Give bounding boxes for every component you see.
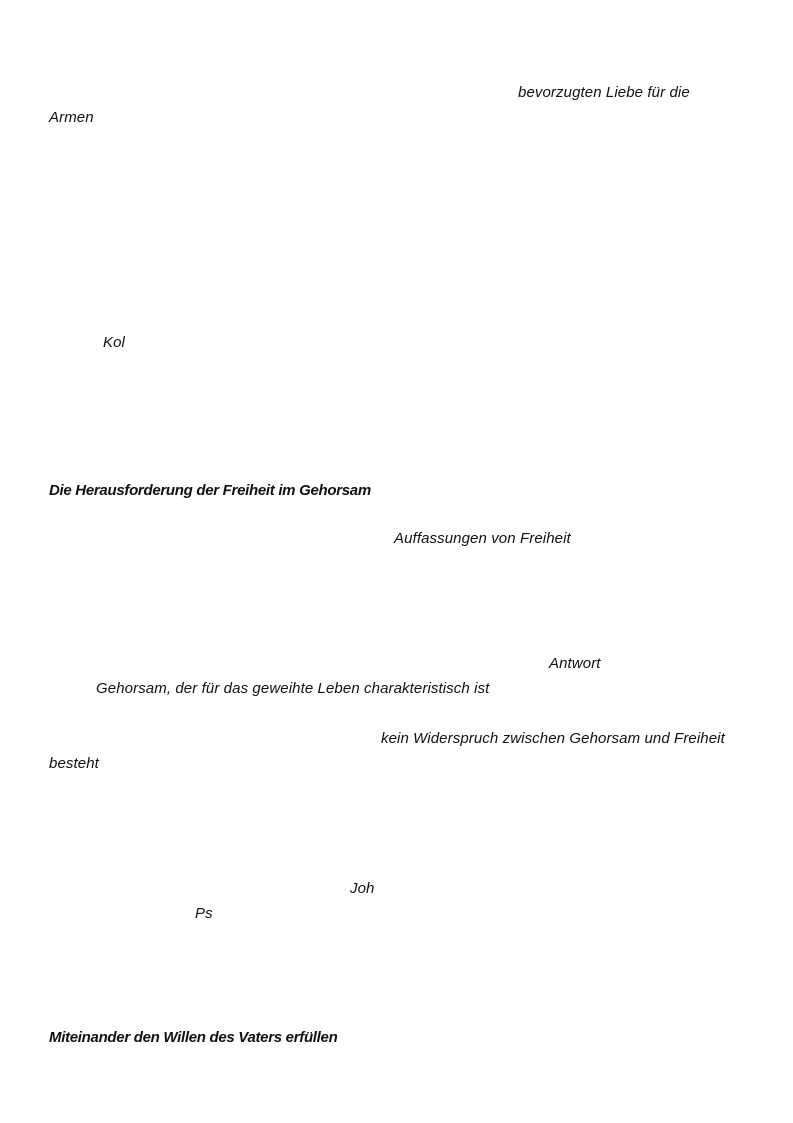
- text-fragment-ps: Ps: [195, 905, 213, 922]
- section-heading-freiheit-gehorsam: Die Herausforderung der Freiheit im Gehorsam: [49, 482, 371, 499]
- text-fragment-besteht: besteht: [49, 755, 99, 772]
- text-fragment-armen: Armen: [49, 109, 94, 126]
- text-fragment-antwort: Antwort: [549, 655, 601, 672]
- section-heading-willen-des-vaters: Miteinander den Willen des Vaters erfüllen: [49, 1029, 338, 1046]
- text-fragment-kein-widerspruch: kein Widerspruch zwischen Gehorsam und Freiheit: [381, 730, 725, 747]
- text-fragment-bevorzugten-liebe: bevorzugten Liebe für die: [518, 84, 690, 101]
- text-fragment-gehorsam: Gehorsam, der für das geweihte Leben charakteristisch ist: [96, 680, 490, 697]
- text-fragment-joh: Joh: [350, 880, 375, 897]
- text-fragment-auffassungen: Auffassungen von Freiheit: [394, 530, 571, 547]
- text-fragment-kol: Kol: [103, 334, 125, 351]
